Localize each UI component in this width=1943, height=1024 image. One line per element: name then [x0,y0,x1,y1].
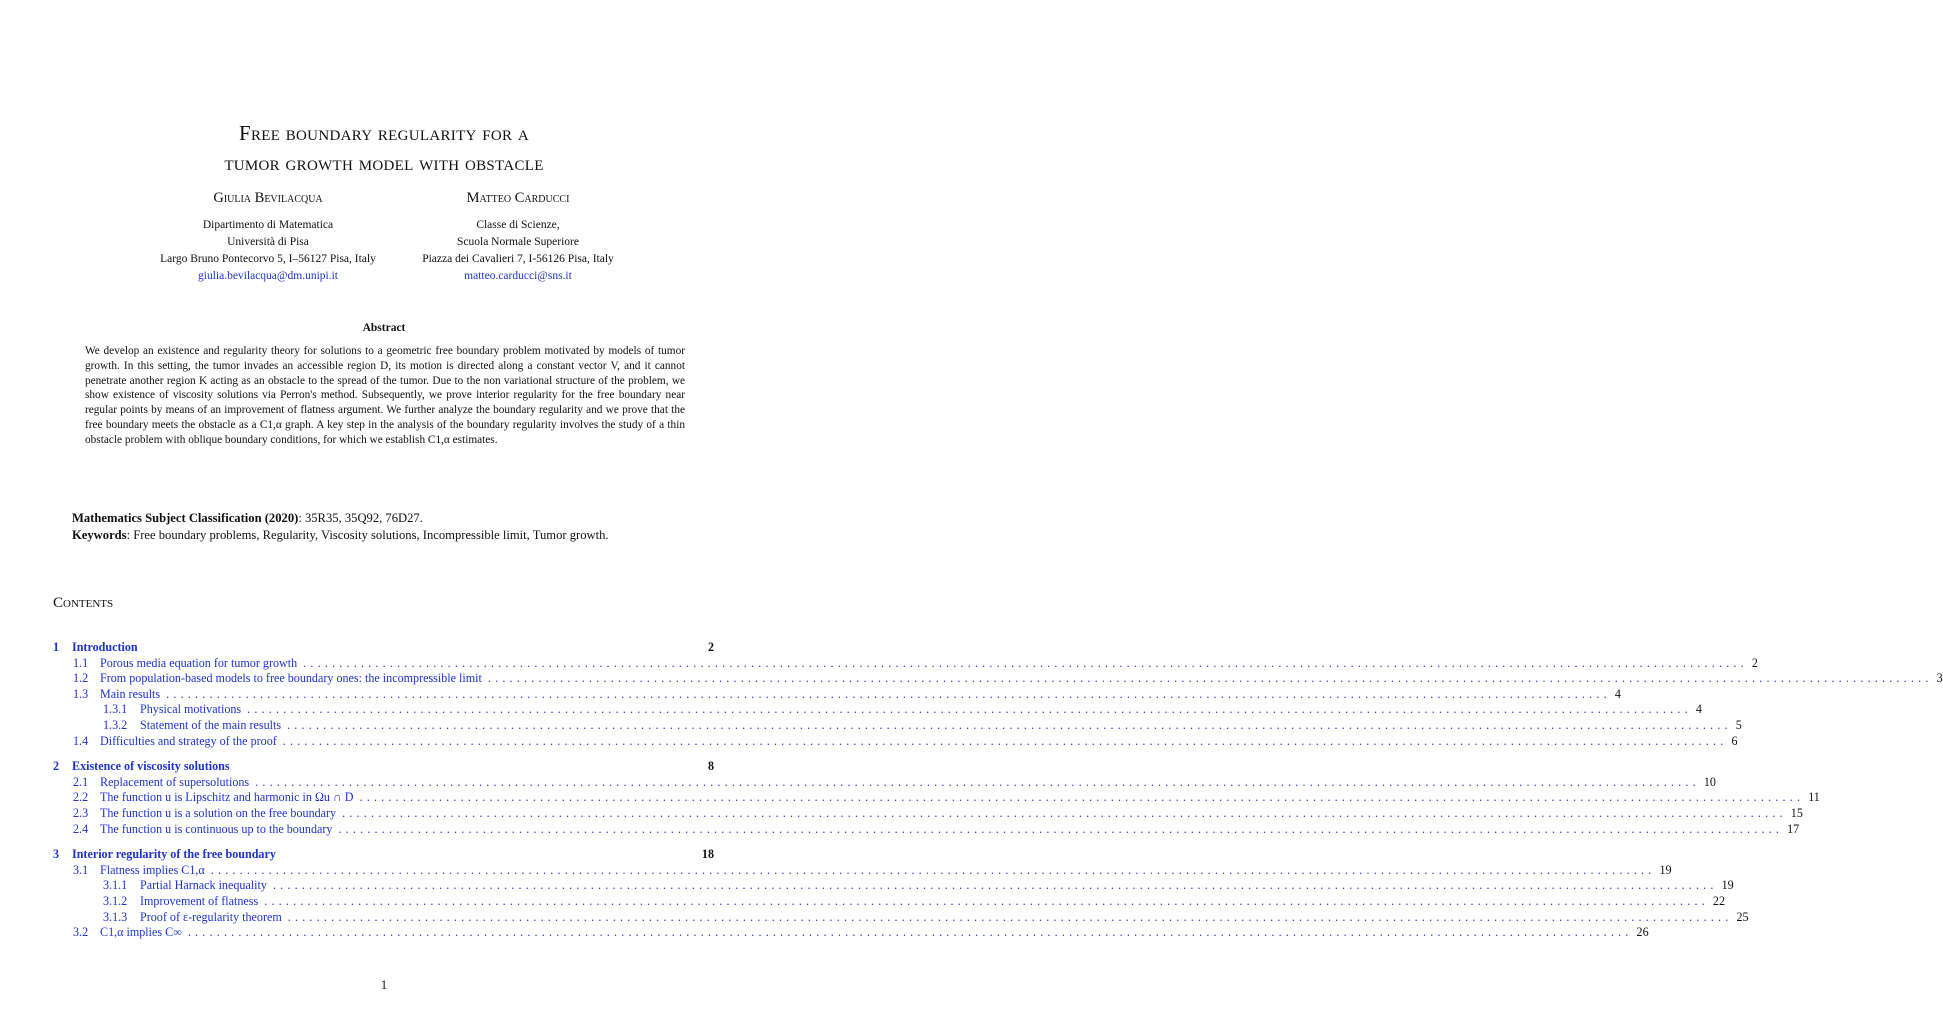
table-of-contents [53,640,1943,941]
author-1-univ: Università di Pisa [227,236,309,248]
author-2-name: Matteo Carducci [466,190,570,206]
toc-entry[interactable] [53,640,714,656]
toc-leader-dots: ........................................................................................................................................................................................................ [210,862,1656,877]
author-2-dept: Classe di Scienze, [476,219,560,231]
toc-entry[interactable] [53,702,1702,718]
toc-entry-title[interactable]: From population-based models to free boundary ones: the incompressible limit [100,671,482,686]
author-2-email-link[interactable]: matteo.carducci@sns.it [464,270,572,282]
toc-entry-title[interactable]: Replacement of supersolutions [100,774,250,789]
toc-leader-dots: ........................................................................................................................................................................................................ [187,925,1633,940]
author-1-address: Largo Bruno Pontecorvo 5, I–56127 Pisa, Italy [160,253,376,265]
toc-entry-page: 11 [1808,790,1820,805]
toc-entry-page: 8 [707,759,714,774]
toc-entry-title[interactable]: Partial Harnack inequality [140,878,267,893]
toc-leader-dots: ........................................................................................................................................................................................................ [287,717,1732,732]
toc-entry-title[interactable]: Porous media equation for tumor growth [100,655,298,670]
abstract-heading: Abstract [362,322,406,334]
toc-entry[interactable] [53,686,1621,703]
author-1-dept: Dipartimento di Matematica [202,219,334,231]
toc-entry-number: 3.1.3 [103,909,128,924]
msc-line [72,510,712,527]
toc-entry[interactable] [53,893,1725,910]
toc-entry-number: 3.1.2 [103,893,128,908]
toc-entry[interactable] [53,790,1820,806]
toc-leader-dots: ........................................................................................................................................................................................................ [338,821,1784,836]
toc-entry-page: 4 [1695,702,1702,717]
author-2-address: Piazza dei Cavalieri 7, I-56126 Pisa, Italy [422,253,614,265]
toc-entry-page: 4 [1614,686,1621,701]
toc-entry-number: 3.1.1 [103,878,128,893]
toc-section-gap [53,749,714,759]
toc-entry-number: 3 [53,847,60,862]
toc-entry-title[interactable]: Physical motivations [140,702,242,717]
toc-entry-page: 18 [701,847,714,862]
author-2-univ: Scuola Normale Superiore [457,236,579,248]
toc-entry-page: 2 [1751,655,1758,670]
toc-entry[interactable] [53,733,1738,750]
toc-leader-dots: ........................................................................................................................................................................................................ [303,655,1748,670]
toc-entry-title[interactable]: C1,α implies C∞ [100,925,182,940]
keywords-line [72,527,712,544]
author-2 [368,190,668,285]
toc-leader-dots: ........................................................................................................................................................................................................ [247,702,1692,717]
page-number: 1 [380,978,388,992]
toc-entry-number: 1.3.1 [103,702,128,717]
toc-entry-title[interactable]: Difficulties and strategy of the proof [100,733,277,748]
toc-entry[interactable] [53,821,1800,838]
toc-entry-number: 3.1 [73,862,89,877]
toc-entry[interactable] [53,925,1649,941]
toc-leader-dots: ........................................................................................................................................................................................................ [487,671,1933,686]
title-line-2: tumor growth model with obstacle [224,151,544,175]
msc-label: Mathematics Subject Classification (2020) [72,511,299,525]
toc-entry-number: 3.2 [73,925,89,940]
toc-entry-page: 19 [1659,862,1672,877]
toc-entry[interactable] [53,774,1716,791]
toc-entry-number: 2 [53,759,60,774]
toc-entry-page: 26 [1636,925,1649,940]
keywords-value: : Free boundary problems, Regularity, Viscosity solutions, Incompressible limit, Tumor growth. [126,528,609,542]
toc-entry[interactable] [53,909,1749,926]
toc-entry-number: 1.1 [73,655,89,670]
toc-entry-title[interactable]: The function u is Lipschitz and harmonic in Ωu ∩ D [100,790,354,805]
toc-entry-number: 1.3.2 [103,717,128,732]
toc-entry[interactable] [53,671,1943,687]
toc-entry-page: 3 [1936,671,1943,686]
toc-entry-title[interactable]: Interior regularity of the free boundary [72,847,276,862]
toc-entry-page: 10 [1703,774,1716,789]
keywords-label: Keywords [72,528,127,542]
toc-entry-page: 5 [1735,717,1742,732]
toc-entry-number: 1 [53,640,60,654]
toc-entry-page: 19 [1721,878,1734,893]
toc-entry[interactable] [53,655,1758,672]
toc-entry-page: 17 [1787,821,1800,836]
toc-entry-number: 1.3 [73,686,89,701]
toc-leader-dots: ........................................................................................................................................................................................................ [359,790,1805,805]
abstract-text: We develop an existence and regularity theory for solutions to a geometric free boundary problem motivated by models of tumor growth. In this setting, the tumor invades an accessible region D, its motion is directed along a constant vector V, and it cannot penetrate another region K acting as an obstacle to the spread of the tumor. Due to the non variational structure of the problem, we show existence of viscosity solutions via Perron's method. Subsequently, we prove interior regularity for the free boundary near regular points by means of an improvement of flatness argument. We further analyze the boundary regularity and we prove that the free boundary meets the obstacle as a C1,α graph. A key step in the analysis of the boundary regularity involves the study of a thin obstacle problem with oblique boundary conditions, for which we establish C1,α estimates. [85,345,685,446]
title-line-1: Free boundary regularity for a [238,121,530,145]
toc-entry-page: 25 [1736,909,1749,924]
toc-entry-title[interactable]: The function u is continuous up to the boundary [100,821,333,836]
toc-entry[interactable] [53,759,714,775]
toc-entry-title[interactable]: Main results [100,686,161,701]
toc-entry-title[interactable]: The function u is a solution on the free boundary [100,805,337,820]
toc-entry[interactable] [53,717,1742,734]
classification-block [72,510,712,544]
msc-value: : 35R35, 35Q92, 76D27. [298,511,423,525]
toc-leader-dots: ........................................................................................................................................................................................................ [272,878,1718,893]
toc-entry-page: 6 [1731,733,1738,748]
toc-entry-title[interactable]: Flatness implies C1,α [100,862,205,877]
toc-leader-dots: ........................................................................................................................................................................................................ [287,909,1733,924]
toc-entry-number: 2.1 [73,774,89,789]
toc-entry-number: 1.2 [73,671,89,686]
toc-entry[interactable] [53,878,1734,894]
toc-leader-dots: ........................................................................................................................................................................................................ [264,893,1709,908]
author-1-name: Giulia Bevilacqua [213,190,323,206]
toc-leader-dots: ........................................................................................................................................................................................................ [342,805,1787,820]
paper-title [0,118,768,178]
toc-leader-dots: ........................................................................................................................................................................................................ [282,733,1728,748]
toc-entry-title[interactable]: Existence of viscosity solutions [72,759,230,774]
toc-leader-dots: ........................................................................................................................................................................................................ [166,686,1611,701]
toc-entry[interactable] [53,805,1803,822]
toc-entry-number: 2.3 [73,805,89,820]
toc-section-gap [53,837,714,847]
toc-entry-title[interactable]: Statement of the main results [140,717,282,732]
toc-entry-page: 2 [707,640,714,654]
contents-heading: Contents [53,595,114,611]
toc-entry[interactable] [53,862,1672,879]
author-1-email-link[interactable]: giulia.bevilacqua@dm.unipi.it [198,270,338,282]
toc-entry-number: 1.4 [73,733,89,748]
toc-entry-title[interactable]: Improvement of flatness [140,893,259,908]
toc-entry-number: 2.4 [73,821,89,836]
toc-entry-title[interactable]: Introduction [72,640,138,654]
toc-entry-page: 15 [1790,805,1803,820]
toc-entry[interactable] [53,847,714,863]
toc-entry-title[interactable]: Proof of ε-regularity theorem [140,909,282,924]
toc-entry-page: 22 [1712,893,1725,908]
toc-entry-number: 2.2 [73,790,89,805]
toc-leader-dots: ........................................................................................................................................................................................................ [255,774,1700,789]
